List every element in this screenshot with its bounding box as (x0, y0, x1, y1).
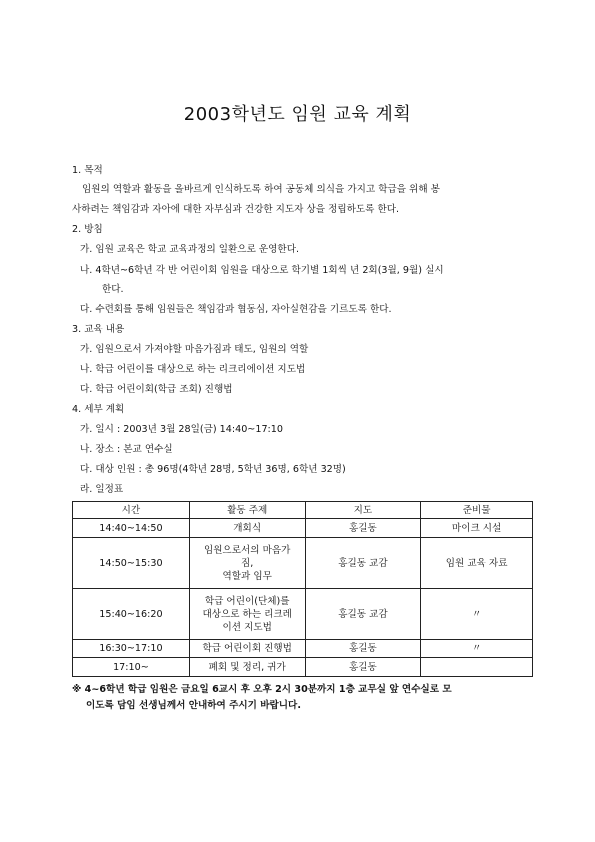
cell-topic-line: 이션 지도법 (222, 621, 272, 633)
cell-leader: 홍길동 (305, 658, 421, 677)
cell-topic: 학급 어린이회 진행법 (189, 640, 305, 658)
table-row (73, 519, 533, 538)
header-cell-time: 시간 (73, 502, 190, 519)
table-row (73, 658, 533, 677)
section-3-heading: 3. 교육 내용 (72, 324, 125, 335)
table-row (73, 640, 533, 658)
cell-topic: 개회식 (189, 519, 305, 538)
cell-topic-line: 짐, (241, 557, 254, 569)
cell-leader: 홍길동 (305, 640, 421, 658)
cell-time: 16:30~17:10 (73, 640, 190, 658)
section-1-heading: 1. 목적 (72, 165, 103, 176)
header-cell-materials: 준비물 (421, 502, 533, 519)
section-1-text-line2: 사하려는 책임감과 자아에 대한 자부심과 건강한 지도자 상을 정립하도록 한다. (72, 204, 400, 215)
cell-materials: 〃 (421, 589, 533, 640)
cell-topic-line: 임원으로서의 마음가 (203, 544, 291, 556)
cell-materials: 〃 (421, 640, 533, 658)
cell-materials: 임원 교육 자료 (421, 538, 533, 589)
cell-topic: 폐회 및 정리, 귀가 (189, 658, 305, 677)
cell-topic (189, 589, 305, 640)
table-row (73, 538, 533, 589)
cell-time: 17:10~ (73, 658, 190, 677)
cell-topic-line: 역할과 임무 (222, 570, 272, 582)
note-line1: ※ 4~6학년 학급 임원은 금요일 6교시 후 오후 2시 30분까지 1층 교무실 앞 연수실로 모 (72, 684, 452, 695)
section-2-heading: 2. 방침 (72, 224, 103, 235)
header-cell-topic: 활동 주제 (189, 502, 305, 519)
section-3-item-da: 다. 학급 어린이회(학급 조회) 진행법 (80, 384, 233, 395)
cell-materials: 마이크 시설 (421, 519, 533, 538)
cell-leader: 홍길동 교감 (305, 538, 421, 589)
cell-materials (421, 658, 533, 677)
cell-time: 14:50~15:30 (73, 538, 190, 589)
section-2-item-ga: 가. 임원 교육은 학교 교육과정의 일환으로 운영한다. (80, 244, 300, 255)
section-2-item-na-line2: 한다. (102, 284, 124, 295)
schedule-header-row (73, 502, 533, 519)
section-1-text-line1: 임원의 역할과 활동을 올바르게 인식하도록 하여 공동체 의식을 가지고 학급을 위해 봉 (82, 184, 440, 195)
cell-topic-line: 대상으로 하는 리크레 (202, 608, 292, 620)
cell-leader: 홍길동 (305, 519, 421, 538)
cell-leader: 홍길동 교감 (305, 589, 421, 640)
section-3-item-ga: 가. 임원으로서 가져야할 마음가짐과 태도, 임원의 역할 (80, 344, 309, 355)
cell-time: 15:40~16:20 (73, 589, 190, 640)
note-line2: 이도록 담임 선생님께서 안내하여 주시기 바랍니다. (86, 700, 301, 711)
cell-time: 14:40~14:50 (73, 519, 190, 538)
section-4-heading: 4. 세부 계획 (72, 404, 125, 415)
schedule-table (72, 501, 533, 677)
section-3-item-na: 나. 학급 어린이를 대상으로 하는 리크리에이션 지도법 (80, 364, 306, 375)
header-cell-leader: 지도 (305, 502, 421, 519)
section-4-item-ga: 가. 일시 : 2003년 3월 28일(금) 14:40~17:10 (80, 424, 283, 435)
section-4-item-na: 나. 장소 : 본교 연수실 (80, 444, 173, 455)
cell-topic (189, 538, 305, 589)
section-4-item-ra: 라. 일정표 (80, 484, 124, 495)
section-2-item-na-line1: 나. 4학년~6학년 각 반 어린이회 임원을 대상으로 학기별 1회씩 년 2회(3월, 9월) 실시 (80, 265, 444, 276)
page-title: 2003학년도 임원 교육 계획 (183, 104, 412, 125)
table-row (73, 589, 533, 640)
section-2-item-da: 다. 수련회를 통해 임원들은 책임감과 협동심, 자아실현감을 기르도록 한다. (80, 304, 392, 315)
cell-topic-line: 학급 어린이(단체)를 (204, 595, 290, 607)
section-4-item-da: 다. 대상 인원 : 총 96명(4학년 28명, 5학년 36명, 6학년 32명) (80, 464, 346, 475)
